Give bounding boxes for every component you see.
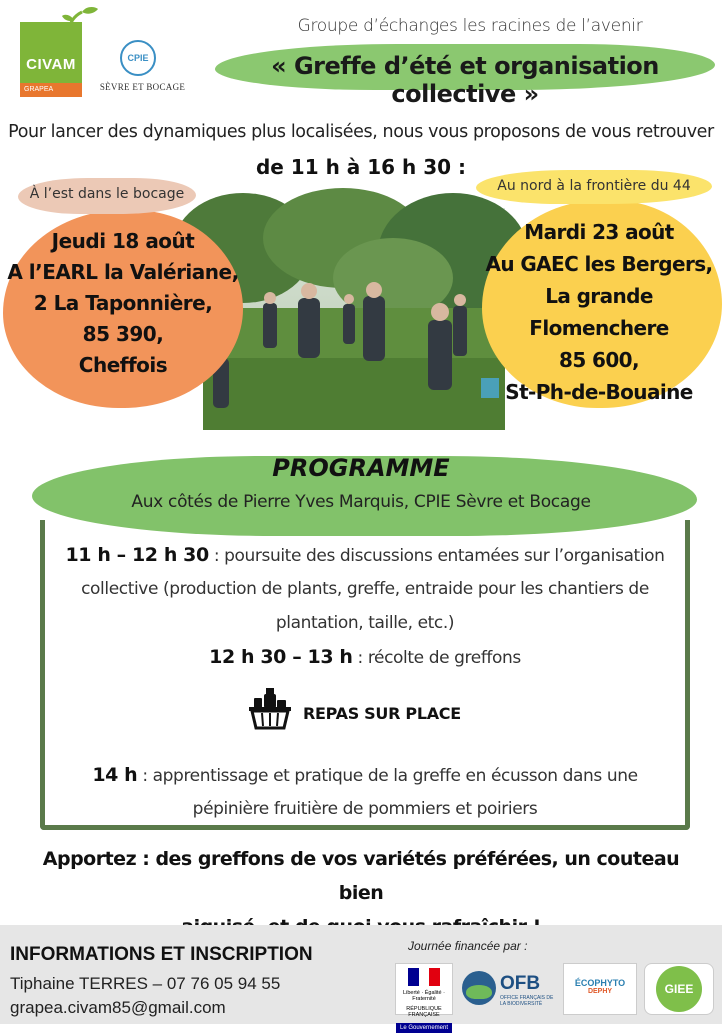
north-date: Mardi 23 août [524,220,674,244]
rf-motto: Liberté · Égalité · Fraternité [403,990,445,1002]
item-1-text-c: plantation, taille, etc.) [275,613,455,633]
bring-line-1: Apportez : des greffons de vos variétés préférées, un couteau bien [42,848,680,904]
dephy-name: DEPHY [587,988,613,995]
programme-item-2 [60,640,670,675]
item-1-text-a: : poursuite des discussions entamées sur l’organisation [208,546,665,566]
item-3-text-a: : apprentissage et pratique de la greffe en écusson dans une [137,766,638,786]
cpie-logo: CPIE [120,40,156,76]
programme-item-1 [60,538,670,573]
north-tag: Au nord à la frontière du 44 [497,178,691,194]
east-postcode: 85 390, [82,322,164,346]
north-farm: Au GAEC les Bergers, [485,252,713,276]
ofb-name: OFB [500,973,541,994]
sprout-icon [60,4,100,34]
east-town: Cheffois [78,353,168,377]
ofb-logo [460,963,555,1015]
page-title: « Greffe d’été et organisation collective » [271,52,659,108]
civam-logo-sub: GRAPEA [20,83,82,97]
east-location [3,226,243,381]
cpie-logo-text: SÈVRE ET BOCAGE [99,82,186,92]
ofb-desc: OFFICE FRANÇAIS DE LA BIODIVERSITÉ [500,995,554,1007]
republique-francaise-logo [395,963,453,1031]
item-2-time: 12 h 30 – 13 h [209,646,353,668]
group-name: Groupe d’échanges les racines de l’avenir [297,16,643,36]
contact-email[interactable]: grapea.civam85@gmail.com [10,998,226,1017]
civam-logo-name: CIVAM [26,56,76,73]
east-date: Jeudi 18 août [51,229,195,253]
east-farm: A l’EARL la Valériane, [7,260,239,284]
rf-name: RÉPUBLIQUE FRANÇAISE [406,1006,442,1018]
north-postcode: 85 600, [559,348,639,372]
french-flag-icon [408,968,440,986]
item-1-text-b: collective (production de plants, greffe, entraide pour les chantiers de [81,579,649,599]
rf-gouvernement: Le Gouvernement [396,1023,452,1033]
basket-icon [248,686,292,730]
info-title: INFORMATIONS ET INSCRIPTION [10,944,313,965]
funded-by-label: Journée financée par : [408,939,528,953]
item-1-time: 11 h – 12 h 30 [65,544,209,566]
item-3-time: 14 h [92,764,138,786]
ecophyto-name: ÉCOPHYTO [574,978,626,988]
field-photo [203,208,505,430]
north-town: St-Ph-de-Bouaine [505,380,693,404]
hours-text: de 11 h à 16 h 30 : [255,155,467,179]
east-tag: À l’est dans le bocage [29,186,185,202]
east-address: 2 La Taponnière, [33,291,213,315]
north-location [474,216,724,408]
giee-logo [644,963,714,1015]
programme-item-3 [60,758,670,793]
intro-text: Pour lancer des dynamiques plus localisées, nous vous proposons de vous retrouver [8,122,714,142]
item-3-text-b: pépinière fruitière de pommiers et poiriers [192,799,538,819]
programme-subtitle: Aux côtés de Pierre Yves Marquis, CPIE Sèvre et Bocage [131,492,591,512]
ecophyto-logo [563,963,637,1015]
north-address: La grande Flomenchere [529,284,669,340]
programme-title: PROGRAMME [272,454,450,482]
ofb-circle-icon [462,971,496,1005]
contact-name-phone: Tiphaine TERRES – 07 76 05 94 55 [10,974,281,993]
repas-sur-place: REPAS SUR PLACE [303,704,461,723]
item-2-text: : récolte de greffons [352,648,521,668]
giee-name: GIEE [656,966,702,1012]
